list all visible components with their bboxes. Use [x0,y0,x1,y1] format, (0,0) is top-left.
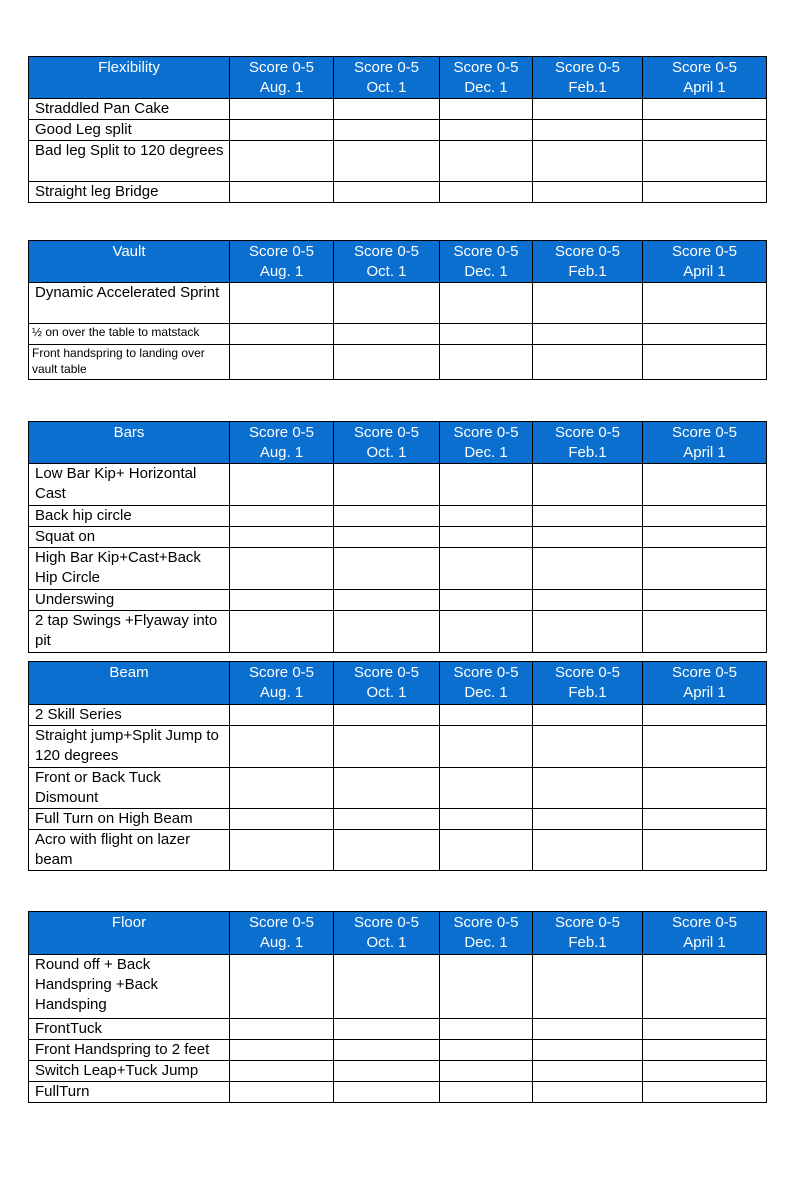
score-column-header [533,422,643,464]
score-column-header [440,241,533,283]
score-range-label: Score 0-5 [554,914,621,931]
score-column-header [440,57,533,99]
evaluation-date-label: Feb.1 [568,263,607,280]
score-cell[interactable] [440,464,533,506]
skill-name: 2 tap Swings +Flyaway into pit [29,611,230,653]
evaluation-date-label: Oct. 1 [366,79,407,96]
score-cell[interactable] [230,141,334,182]
score-cell[interactable] [440,283,533,324]
skill-name: 2 Skill Series [29,705,230,726]
score-cell[interactable] [334,768,440,809]
score-cell[interactable] [643,1082,767,1103]
score-column-header [334,912,440,955]
score-cell[interactable] [230,283,334,324]
score-range-label: Score 0-5 [248,914,315,931]
score-cell[interactable] [440,705,533,726]
score-cell[interactable] [334,283,440,324]
table-row [29,345,767,380]
skill-name: Back hip circle [29,506,230,527]
score-range-label: Score 0-5 [453,664,519,681]
skill-name: Front or Back Tuck Dismount [29,768,230,809]
table-row [29,768,767,809]
score-range-label: Score 0-5 [671,914,738,931]
score-range-label: Score 0-5 [353,664,420,681]
score-cell[interactable] [643,768,767,809]
score-range-label: Score 0-5 [453,59,519,76]
evaluation-date-label: Dec. 1 [464,79,508,96]
evaluation-date-label: Oct. 1 [366,934,407,951]
score-cell[interactable] [440,182,533,203]
evaluation-date-label: Oct. 1 [366,684,407,701]
table-title: Vault [29,241,230,283]
score-range-label: Score 0-5 [453,914,519,931]
score-column-header [643,662,767,705]
score-cell[interactable] [440,830,533,871]
score-cell[interactable] [230,182,334,203]
skill-name: Switch Leap+Tuck Jump [29,1061,230,1082]
skill-name: Straight leg Bridge [29,182,230,203]
score-cell[interactable] [533,1019,643,1040]
table-row [29,1061,767,1082]
skill-name: Bad leg Split to 120 degrees [29,141,230,182]
skills-table-beam [28,661,767,871]
skills-table-floor [28,911,767,1103]
score-cell[interactable] [334,955,440,1019]
table-row [29,1082,767,1103]
score-range-label: Score 0-5 [554,424,621,441]
table-row [29,548,767,590]
score-cell[interactable] [440,809,533,830]
score-cell[interactable] [643,830,767,871]
score-cell[interactable] [533,1061,643,1082]
score-range-label: Score 0-5 [248,424,315,441]
score-column-header [643,241,767,283]
score-cell[interactable] [230,830,334,871]
score-cell[interactable] [230,1061,334,1082]
score-range-label: Score 0-5 [353,914,420,931]
evaluation-date-label: Aug. 1 [259,79,304,96]
score-cell[interactable] [643,182,767,203]
score-cell[interactable] [533,1040,643,1061]
score-cell[interactable] [334,726,440,768]
score-column-header [643,422,767,464]
table-row [29,1019,767,1040]
skill-name: FrontTuck [29,1019,230,1040]
score-cell[interactable] [334,527,440,548]
table-title: Floor [29,912,230,955]
table-row [29,955,767,1019]
table-row [29,283,767,324]
skill-name: Dynamic Accelerated Sprint [29,283,230,324]
score-cell[interactable] [643,141,767,182]
evaluation-date-label: Aug. 1 [259,263,304,280]
score-cell[interactable] [230,809,334,830]
score-cell[interactable] [440,1061,533,1082]
score-range-label: Score 0-5 [248,59,315,76]
score-cell[interactable] [230,590,334,611]
score-cell[interactable] [334,1019,440,1040]
skill-name: Good Leg split [29,120,230,141]
skill-name: Front Handspring to 2 feet [29,1040,230,1061]
score-column-header [643,57,767,99]
score-cell[interactable] [230,324,334,345]
score-cell[interactable] [230,1040,334,1061]
score-range-label: Score 0-5 [248,664,315,681]
skills-table-flexibility [28,56,767,203]
score-cell[interactable] [643,548,767,590]
score-cell[interactable] [230,726,334,768]
score-column-header [533,57,643,99]
evaluation-date-label: April 1 [683,444,726,461]
score-cell[interactable] [230,705,334,726]
score-cell[interactable] [440,527,533,548]
score-column-header [533,912,643,955]
table-row [29,705,767,726]
skill-name: Full Turn on High Beam [29,809,230,830]
score-cell[interactable] [533,548,643,590]
score-cell[interactable] [533,141,643,182]
score-cell[interactable] [334,1082,440,1103]
score-cell[interactable] [643,611,767,653]
score-range-label: Score 0-5 [554,243,621,260]
score-range-label: Score 0-5 [353,243,420,260]
score-cell[interactable] [533,120,643,141]
skill-name: Straddled Pan Cake [29,99,230,120]
score-column-header [334,422,440,464]
score-cell[interactable] [643,1040,767,1061]
skill-name: FullTurn [29,1082,230,1103]
table-row [29,464,767,506]
score-column-header [230,422,334,464]
score-cell[interactable] [230,1019,334,1040]
skill-name: Front handspring to landing over vault table [29,345,230,380]
score-column-header [533,662,643,705]
evaluation-date-label: Dec. 1 [464,263,508,280]
evaluation-date-label: Aug. 1 [259,444,304,461]
evaluation-date-label: April 1 [683,684,726,701]
score-column-header [334,57,440,99]
evaluation-date-label: Oct. 1 [366,444,407,461]
score-cell[interactable] [334,182,440,203]
score-range-label: Score 0-5 [671,59,738,76]
skill-name: Squat on [29,527,230,548]
table-row [29,99,767,120]
score-range-label: Score 0-5 [453,424,519,441]
score-cell[interactable] [230,99,334,120]
table-row [29,830,767,871]
table-title: Bars [29,422,230,464]
table-row [29,726,767,768]
score-cell[interactable] [533,506,643,527]
score-cell[interactable] [230,527,334,548]
score-cell[interactable] [334,809,440,830]
score-cell[interactable] [230,506,334,527]
table-row [29,506,767,527]
score-cell[interactable] [643,955,767,1019]
evaluation-date-label: Aug. 1 [259,684,304,701]
score-cell[interactable] [533,324,643,345]
score-cell[interactable] [533,830,643,871]
score-cell[interactable] [230,464,334,506]
score-cell[interactable] [230,548,334,590]
score-column-header [230,912,334,955]
skill-name: ½ on over the table to matstack [29,324,230,345]
score-column-header [230,241,334,283]
evaluation-date-label: Aug. 1 [259,934,304,951]
skill-name: Low Bar Kip+ Horizontal Cast [29,464,230,506]
score-range-label: Score 0-5 [671,664,738,681]
score-range-label: Score 0-5 [671,424,738,441]
score-cell[interactable] [334,464,440,506]
evaluation-date-label: Feb.1 [568,684,607,701]
score-column-header [440,912,533,955]
evaluation-date-label: Feb.1 [568,79,607,96]
score-range-label: Score 0-5 [248,243,315,260]
score-cell[interactable] [334,705,440,726]
score-cell[interactable] [533,345,643,380]
evaluation-date-label: April 1 [683,79,726,96]
table-row [29,527,767,548]
table-row [29,809,767,830]
score-range-label: Score 0-5 [671,243,738,260]
score-cell[interactable] [533,527,643,548]
score-cell[interactable] [533,464,643,506]
skill-name: Round off + Back Handspring +Back Handsping [29,955,230,1019]
score-cell[interactable] [643,99,767,120]
score-cell[interactable] [334,99,440,120]
skill-name: Straight jump+Split Jump to 120 degrees [29,726,230,768]
skill-name: Acro with flight on lazer beam [29,830,230,871]
score-cell[interactable] [643,809,767,830]
score-cell[interactable] [230,120,334,141]
score-cell[interactable] [643,1019,767,1040]
score-cell[interactable] [334,506,440,527]
score-cell[interactable] [334,548,440,590]
score-cell[interactable] [334,1040,440,1061]
table-row [29,120,767,141]
table-row [29,141,767,182]
score-cell[interactable] [533,590,643,611]
evaluation-date-label: Oct. 1 [366,263,407,280]
score-cell[interactable] [440,726,533,768]
score-range-label: Score 0-5 [353,424,420,441]
score-cell[interactable] [643,283,767,324]
score-cell[interactable] [440,1082,533,1103]
score-cell[interactable] [334,141,440,182]
table-row [29,182,767,203]
score-cell[interactable] [440,506,533,527]
score-cell[interactable] [440,99,533,120]
skills-table-vault [28,240,767,380]
evaluation-date-label: Feb.1 [568,934,607,951]
score-cell[interactable] [440,548,533,590]
score-cell[interactable] [334,830,440,871]
table-row [29,611,767,653]
skill-name: High Bar Kip+Cast+Back Hip Circle [29,548,230,590]
score-range-label: Score 0-5 [353,59,420,76]
score-cell[interactable] [533,611,643,653]
score-cell[interactable] [643,324,767,345]
score-cell[interactable] [230,955,334,1019]
score-cell[interactable] [533,809,643,830]
score-cell[interactable] [334,324,440,345]
score-cell[interactable] [334,120,440,141]
score-cell[interactable] [440,1019,533,1040]
score-column-header [643,912,767,955]
score-column-header [230,662,334,705]
evaluation-date-label: Dec. 1 [464,444,508,461]
table-row [29,1040,767,1061]
score-cell[interactable] [230,768,334,809]
score-cell[interactable] [334,1061,440,1082]
score-range-label: Score 0-5 [554,59,621,76]
score-cell[interactable] [440,120,533,141]
score-cell[interactable] [440,1040,533,1061]
table-title: Beam [29,662,230,705]
score-cell[interactable] [334,590,440,611]
evaluation-date-label: Feb.1 [568,444,607,461]
score-column-header [230,57,334,99]
score-cell[interactable] [643,345,767,380]
score-cell[interactable] [533,955,643,1019]
score-cell[interactable] [533,182,643,203]
score-cell[interactable] [533,705,643,726]
score-cell[interactable] [230,1082,334,1103]
score-cell[interactable] [440,955,533,1019]
score-cell[interactable] [533,283,643,324]
score-column-header [334,662,440,705]
score-cell[interactable] [440,141,533,182]
score-cell[interactable] [440,611,533,653]
score-cell[interactable] [643,590,767,611]
table-row [29,590,767,611]
table-title: Flexibility [29,57,230,99]
score-cell[interactable] [643,705,767,726]
score-cell[interactable] [643,527,767,548]
score-cell[interactable] [440,324,533,345]
score-column-header [533,241,643,283]
score-cell[interactable] [440,590,533,611]
evaluation-date-label: April 1 [683,263,726,280]
score-cell[interactable] [643,1061,767,1082]
score-cell[interactable] [643,120,767,141]
score-range-label: Score 0-5 [453,243,519,260]
score-cell[interactable] [533,768,643,809]
score-cell[interactable] [230,611,334,653]
evaluation-date-label: April 1 [683,934,726,951]
evaluation-date-label: Dec. 1 [464,684,508,701]
evaluation-date-label: Dec. 1 [464,934,508,951]
score-column-header [440,422,533,464]
score-cell[interactable] [334,611,440,653]
score-cell[interactable] [334,345,440,380]
score-cell[interactable] [533,726,643,768]
score-cell[interactable] [643,464,767,506]
table-row [29,324,767,345]
score-cell[interactable] [533,1082,643,1103]
skills-table-bars [28,421,767,653]
score-range-label: Score 0-5 [554,664,621,681]
score-column-header [440,662,533,705]
score-cell[interactable] [643,506,767,527]
score-cell[interactable] [533,99,643,120]
score-column-header [334,241,440,283]
skill-name: Underswing [29,590,230,611]
score-cell[interactable] [643,726,767,768]
score-cell[interactable] [440,768,533,809]
score-cell[interactable] [440,345,533,380]
score-cell[interactable] [230,345,334,380]
